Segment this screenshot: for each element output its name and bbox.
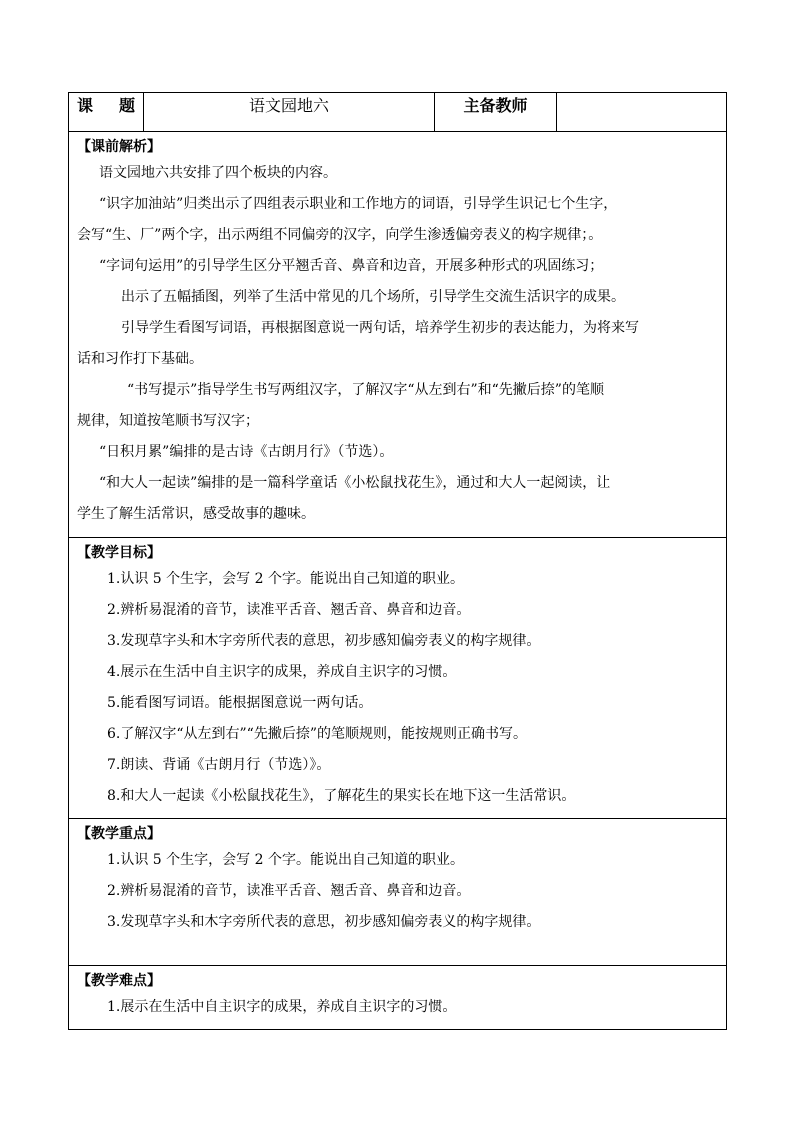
analysis-paragraph: “日积月累”编排的是古诗《古朗月行》（节选）。 xyxy=(99,444,394,460)
goal-item: 6.了解汉字“从左到右”“先撇后捺”的笔顺规则，能按规则正确书写。 xyxy=(107,726,527,742)
keypoints-row xyxy=(69,819,727,966)
keypoint-item: 2.辨析易混淆的音节，读准平舌音、翘舌音、鼻音和边音。 xyxy=(107,883,471,899)
analysis-paragraph: 学生了解生活常识，感受故事的趣味。 xyxy=(77,506,315,522)
analysis-paragraph: “和大人一起读”编排的是一篇科学童话《小松鼠找花生》，通过和大人一起阅读，让 xyxy=(99,475,611,491)
difficulty-item: 1.展示在生活中自主识字的成果，养成自主识字的习惯。 xyxy=(107,999,457,1015)
difficulties-title: 【教学难点】 xyxy=(77,973,161,989)
keypoint-item: 1.认识 5 个生字，会写 2 个字。能说出自己知道的职业。 xyxy=(107,852,464,868)
analysis-paragraph: 会写“生、厂”两个字，出示两组不同偏旁的汉字，向学生渗透偏旁表义的构字规律；。 xyxy=(77,227,603,243)
analysis-paragraph: 引导学生看图写词语，再根据图意说一两句话，培养学生初步的表达能力，为将来写 xyxy=(121,320,639,336)
analysis-paragraph: “字词句运用”的引导学生区分平翘舌音、鼻音和边音，开展多种形式的巩固练习； xyxy=(99,258,604,274)
topic-label xyxy=(69,93,144,132)
keypoint-item: 3.发现草字头和木字旁所代表的意思，初步感知偏旁表义的构字规律。 xyxy=(107,914,541,930)
goal-item: 8.和大人一起读《小松鼠找花生》，了解花生的果实长在地下这一生活常识。 xyxy=(107,788,576,804)
analysis-paragraph: “识字加油站”归类出示了四组表示职业和工作地方的词语，引导学生识记七个生字， xyxy=(99,196,618,212)
analysis-paragraph: 出示了五幅插图，列举了生活中常见的几个场所，引导学生交流生活识字的成果。 xyxy=(121,289,625,305)
goals-title: 【教学目标】 xyxy=(77,545,161,561)
analysis-paragraph: “书写提示”指导学生书写两组汉字，了解汉字“从左到右”和“先撇后捺”的笔顺 xyxy=(127,382,604,398)
topic-label-char-2: 题 xyxy=(119,96,136,115)
analysis-paragraph: 规律，知道按笔顺书写汉字； xyxy=(77,413,259,429)
goal-item: 5.能看图写词语。能根据图意说一两句话。 xyxy=(107,695,373,711)
difficulties-section xyxy=(69,966,727,1030)
goal-item: 4.展示在生活中自主识字的成果，养成自主识字的习惯。 xyxy=(107,664,457,680)
topic-label-char-1: 课 xyxy=(76,96,93,115)
goals-row xyxy=(69,538,727,819)
teacher-label: 主备教师 xyxy=(435,93,557,132)
goal-item: 1.认识 5 个生字，会写 2 个字。能说出自己知道的职业。 xyxy=(107,571,464,587)
difficulties-row xyxy=(69,966,727,1030)
goal-item: 2.辨析易混淆的音节，读准平舌音、翘舌音、鼻音和边音。 xyxy=(107,602,471,618)
analysis-row xyxy=(69,132,727,538)
lesson-plan-sheet xyxy=(68,92,726,1032)
header-row xyxy=(69,93,727,132)
analysis-title: 【课前解析】 xyxy=(77,139,161,155)
analysis-paragraph: 语文园地六共安排了四个板块的内容。 xyxy=(99,165,337,181)
topic-value: 语文园地六 xyxy=(144,93,435,132)
goal-item: 3.发现草字头和木字旁所代表的意思，初步感知偏旁表义的构字规律。 xyxy=(107,633,541,649)
lesson-plan-table xyxy=(68,92,727,1030)
goals-section xyxy=(69,538,727,819)
teacher-value xyxy=(557,93,727,132)
goal-item: 7.朗读、背诵《古朗月行（节选）》。 xyxy=(107,757,331,773)
analysis-section xyxy=(69,132,727,538)
analysis-paragraph: 话和习作打下基础。 xyxy=(77,351,203,367)
keypoints-title: 【教学重点】 xyxy=(77,826,161,842)
keypoints-section xyxy=(69,819,727,966)
